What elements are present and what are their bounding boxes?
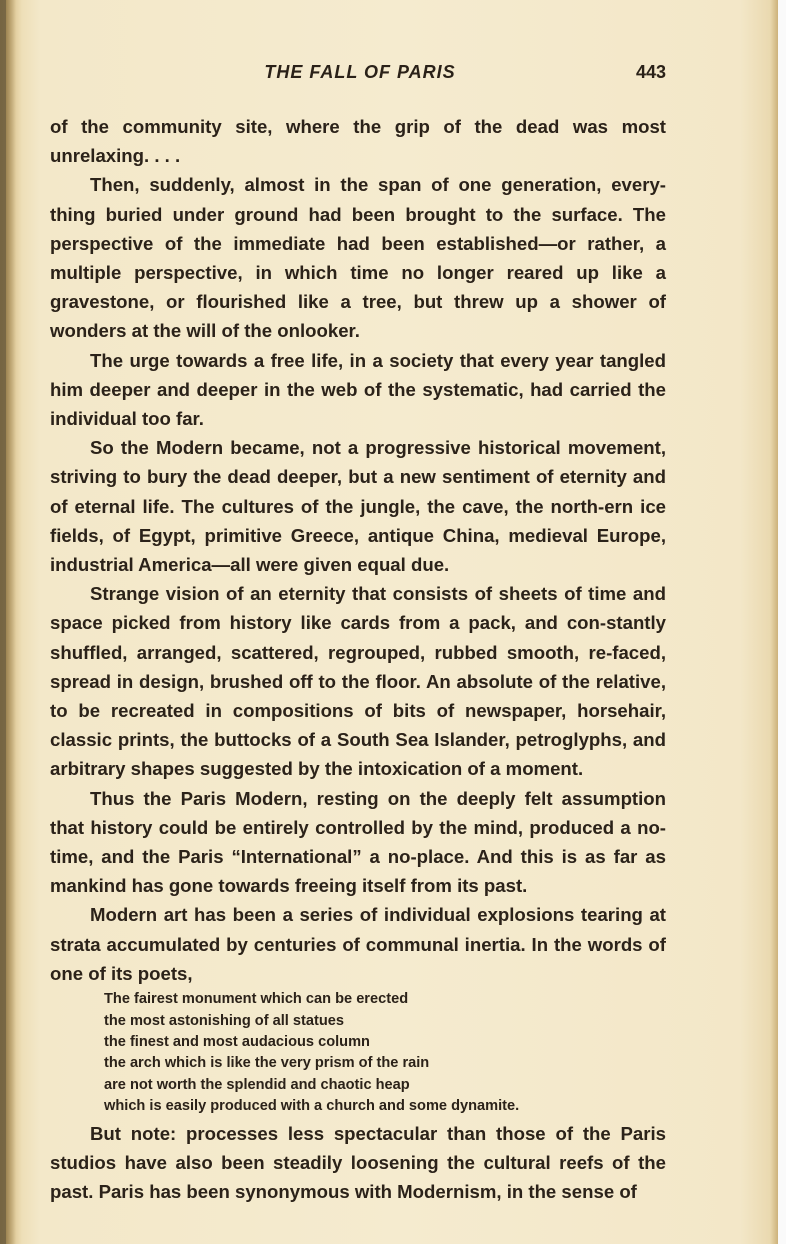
paragraph: of the community site, where the grip of the dead was most unrelaxing. . . . bbox=[50, 116, 666, 167]
paragraph: Modern art has been a series of individual explosions tearing at strata accumulated by centuries of communal inertia. In the words of one of its poets, bbox=[50, 904, 666, 984]
paragraph: So the Modern became, not a progressive historical movement, striving to bury the dead deeper, but a new sentiment of eternity and of eternal life. The cultures of the jungle, the cave, the north-ern ice fields, of Egypt, primitive Greece, antique China, medieval Europe, industrial America—all were given equal due. bbox=[50, 437, 666, 576]
paragraph: Strange vision of an eternity that consists of sheets of time and space picked from history like cards from a pack, and con-stantly shuffled, arranged, scattered, regrouped, rubbed smooth, re-faced, spread in design, brushed off to the floor. An absolute of the relative, to be recreated in compositions of bits of newspaper, horsehair, classic prints, the buttocks of a South Sea Islander, petroglyphs, and arbitrary shapes suggested by the intoxication of a moment. bbox=[50, 583, 666, 780]
page-header bbox=[50, 62, 670, 92]
paragraph: Thus the Paris Modern, resting on the deeply felt assumption that history could be entirely controlled by the mind, produced a no-time, and the Paris “International” a no-place. And this is as far as mankind has gone towards freeing itself from its past. bbox=[50, 787, 666, 897]
quote-line: the arch which is like the very prism of the rain bbox=[104, 1055, 430, 1072]
poem-quote bbox=[104, 989, 666, 1117]
quote-line: the finest and most audacious column bbox=[104, 1033, 370, 1050]
quote-line: are not worth the splendid and chaotic heap bbox=[104, 1076, 410, 1093]
body-text bbox=[50, 112, 666, 1206]
quote-line: which is easily produced with a church and some dynamite. bbox=[104, 1098, 520, 1115]
page-number: 443 bbox=[635, 62, 666, 82]
paragraph: The urge towards a free life, in a society that every year tangled him deeper and deeper in the web of the systematic, had carried the individual too far. bbox=[50, 349, 666, 430]
quote-line: The fairest monument which can be erected bbox=[104, 991, 409, 1008]
paragraph: Then, suddenly, almost in the span of one generation, every-thing buried under ground had been brought to the surface. The perspective of the immediate had been established—or rather, a multiple perspective, in which time no longer reared up like a gravestone, or flourished like a tree, but threw up a shower of wonders at the will of the onlooker. bbox=[50, 174, 666, 342]
closing-paragraph: But note: processes less spectacular than those of the Paris studios have also been steadily loosening the cultural reefs of the past. Paris has been synonymous with Modernism, in the sense of bbox=[50, 1122, 666, 1202]
quote-line: the most astonishing of all statues bbox=[104, 1012, 345, 1029]
gutter-shadow bbox=[6, 0, 16, 1244]
page-edge bbox=[778, 0, 786, 1244]
running-title: THE FALL OF PARIS bbox=[264, 62, 456, 82]
